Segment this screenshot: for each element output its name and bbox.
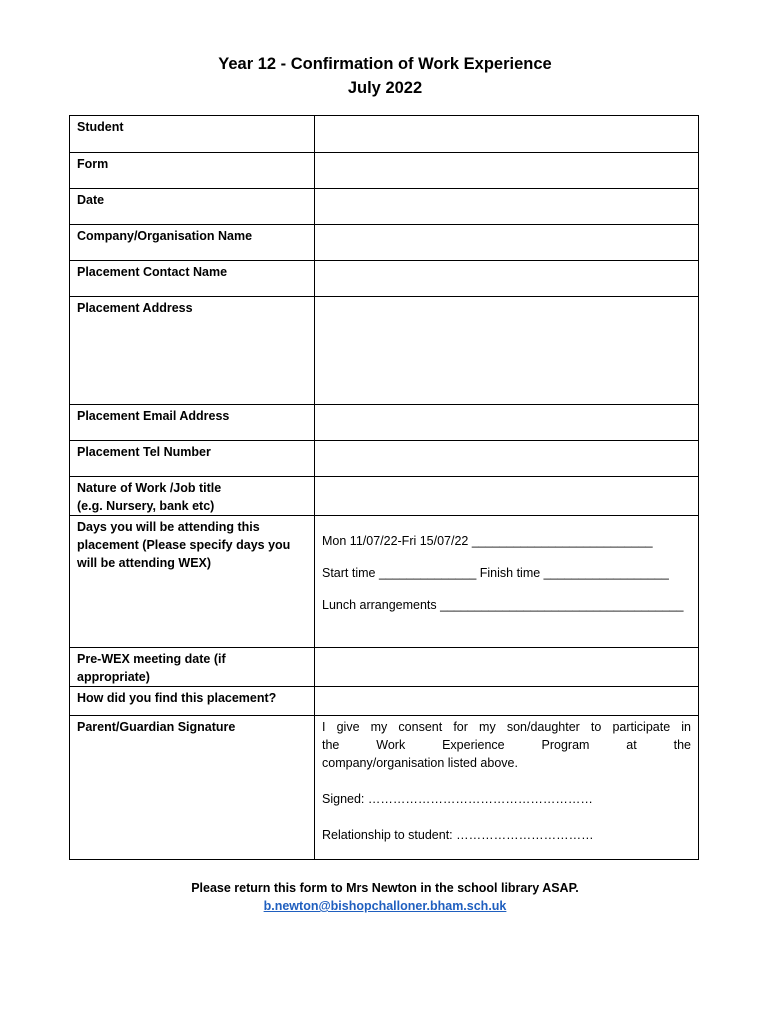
table-row [70, 225, 699, 261]
email-link[interactable]: b.newton@bishopchalloner.bham.sch.uk [263, 899, 507, 913]
tel-label: Placement Tel Number [70, 441, 315, 477]
nature-label-line-2: (e.g. Nursery, bank etc) [77, 499, 215, 513]
lunch-line: Lunch arrangements ___________________________________ [322, 598, 684, 612]
table-row [70, 405, 699, 441]
student-label: Student [70, 116, 315, 153]
table-row [70, 441, 699, 477]
consent-line-2: the Work Experience Program at the [322, 738, 691, 752]
pre-wex-label-line-1: Pre-WEX meeting date (if [77, 652, 226, 666]
times-line: Start time ______________ Finish time __________________ [322, 566, 669, 580]
contact-name-field[interactable] [315, 261, 699, 297]
contact-name-label: Placement Contact Name [70, 261, 315, 297]
confirmation-form-table [69, 115, 699, 860]
date-field[interactable] [315, 189, 699, 225]
days-label-line-1: Days you will be attending this [77, 520, 260, 534]
days-label-line-3: will be attending WEX) [77, 556, 212, 570]
date-label: Date [70, 189, 315, 225]
pre-wex-label-line-2: appropriate) [77, 670, 150, 684]
find-placement-field[interactable] [315, 687, 699, 716]
consent-line-1: I give my consent for my son/daughter to participate in [322, 720, 691, 734]
email-label: Placement Email Address [70, 405, 315, 441]
find-placement-label: How did you find this placement? [70, 687, 315, 716]
signed-line: Signed: ……………………………………………… [322, 792, 593, 806]
consent-line-3: company/organisation listed above. [322, 756, 518, 770]
student-field[interactable] [315, 116, 699, 153]
table-row [70, 716, 699, 860]
table-row [70, 648, 699, 687]
nature-label-line-1: Nature of Work /Job title [77, 481, 222, 495]
nature-of-work-field[interactable] [315, 477, 699, 516]
table-row [70, 477, 699, 516]
days-label-line-2: placement (Please specify days you [77, 538, 291, 552]
address-field[interactable] [315, 297, 699, 405]
table-row [70, 153, 699, 189]
tel-field[interactable] [315, 441, 699, 477]
days-attending-field[interactable] [315, 516, 699, 648]
pre-wex-field[interactable] [315, 648, 699, 687]
form-title [0, 52, 770, 100]
email-field[interactable] [315, 405, 699, 441]
table-row [70, 116, 699, 153]
table-row [70, 261, 699, 297]
title-line-1: Year 12 - Confirmation of Work Experience [218, 55, 552, 73]
days-attending-label [70, 516, 315, 648]
company-label: Company/Organisation Name [70, 225, 315, 261]
address-label: Placement Address [70, 297, 315, 405]
form-label: Form [70, 153, 315, 189]
parent-signature-field[interactable] [315, 716, 699, 860]
nature-of-work-label [70, 477, 315, 516]
footer [0, 879, 770, 915]
return-instruction: Please return this form to Mrs Newton in the school library ASAP. [191, 881, 579, 895]
table-row [70, 297, 699, 405]
table-row [70, 687, 699, 716]
relationship-line: Relationship to student: …………………………… [322, 828, 594, 842]
parent-signature-label: Parent/Guardian Signature [70, 716, 315, 860]
table-row [70, 189, 699, 225]
form-field[interactable] [315, 153, 699, 189]
dates-line: Mon 11/07/22-Fri 15/07/22 __________________________ [322, 534, 653, 548]
pre-wex-label [70, 648, 315, 687]
title-line-2: July 2022 [347, 79, 423, 97]
table-row [70, 516, 699, 648]
company-field[interactable] [315, 225, 699, 261]
